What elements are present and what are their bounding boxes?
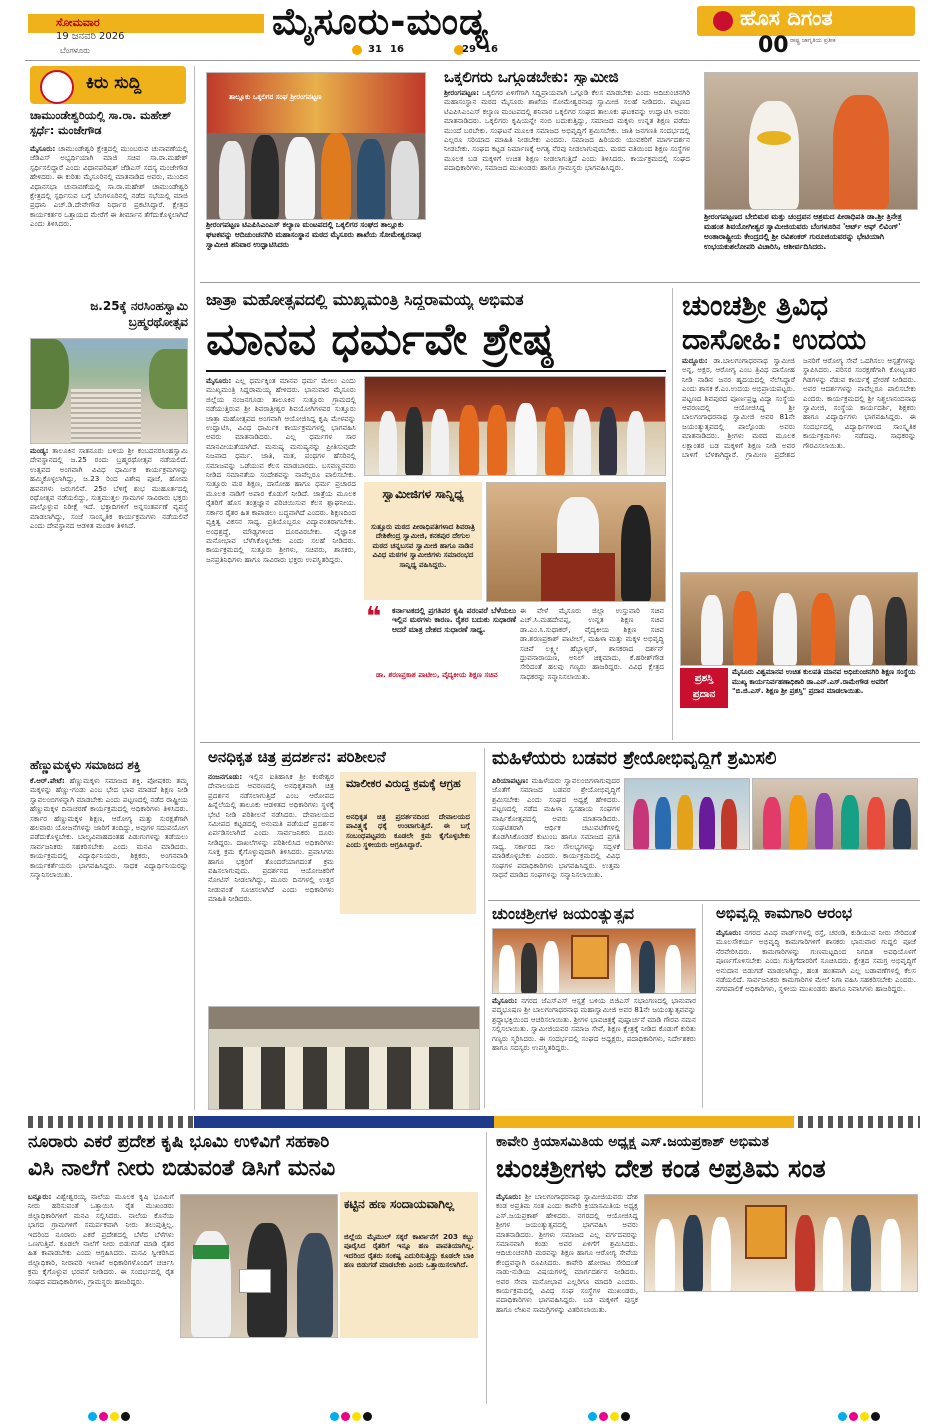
dignitary bbox=[573, 409, 591, 475]
masthead-day: ಸೋಮವಾರ bbox=[56, 16, 100, 29]
jayaprakash-kicker: ಕಾವೇರಿ ಕ್ರಿಯಾಸಮಿತಿಯ ಅಧ್ಯಕ್ಷ ಎಸ್.ಜಯಪ್ರಕಾಶ್ ಅಭಿಮತ bbox=[496, 1134, 769, 1150]
person bbox=[823, 1217, 843, 1291]
person bbox=[655, 797, 671, 849]
kalyana-caption: ಶ್ರೀರಂಗಪಟ್ಟಣ ಟಿಎಪಿಸಿಎಂಎಸ್ ಕಲ್ಯಾಣ ಮಂಟಪದಲ್ಲಿ ಒಕ್ಕಲಿಗರ ಸಂಘದ ತಾಲ್ಲೂಕು ಘಟಕವನ್ನು ಆದಿಚುಂಚನಗಿರಿ ಮಹಾಸಂಸ್ಥಾನ ಮಠದ ಮೈಸೂರು ಶಾಖೆಯ ಸೋಮೇಶ್ವರನಾಥ ಸ್ವಾಮೀಜಿ ಶನಿವಾರ ಉದ್ಘಾಟಿಸಿದರು bbox=[206, 220, 422, 249]
women-group-photo bbox=[752, 778, 918, 850]
hand-icon bbox=[40, 70, 74, 104]
dignitary bbox=[515, 403, 537, 475]
jayanti-text: ನಗರದ ಜೆಎಸ್‌ಎಸ್ ಆಸ್ಪತ್ರೆ ಬಳಿಯ ಬಿಜಿಎಸ್ ಸಭಾಂಗಣದಲ್ಲಿ ಭಾನುವಾರ ಪದ್ಮಭೂಷಣ ಶ್ರೀ ಬಾಲಗಂಗಾಧರನಾಥ ಮಹಾಸ್ವಾಮೀಜಿ ಅವರ 81ನೇ ಜಯಂತ್ಯುತ್ಸವವನ್ನು ಶ್ರದ್ಧಾಭಕ್ತಿಯಿಂದ ಆಚರಿಸಲಾಯಿತು. ಶ್ರೀಗಳ ಭಾವಚಿತ್ರಕ್ಕೆ ಪುಷ್ಪಾರ್ಚನೆ ಮಾಡಿ ಗೌರವ ನಮನ ಸಲ್ಲಿಸಲಾಯಿತು. ಸ್ವಾಮೀಜಿಯವರ ಸಮಾಜ ಸೇವೆ, ಶಿಕ್ಷಣ ಕ್ಷೇತ್ರಕ್ಕೆ ನೀಡಿದ ಕೊಡುಗೆ ಕುರಿತು ಗಣ್ಯರು ಸ್ಮರಿಸಿದರು. ಈ ಸಂದರ್ಭದಲ್ಲಿ ಸಂಘದ ಅಧ್ಯಕ್ಷರು, ಪದಾಧಿಕಾರಿಗಳು, ನಿರ್ದೇಶಕರು ಹಾಗೂ ಸದಸ್ಯರು ಉಪಸ್ಥಿತರಿದ್ದರು. bbox=[492, 996, 696, 1053]
art-of-living-photo bbox=[704, 72, 918, 210]
person bbox=[677, 795, 693, 849]
farmland-photo bbox=[180, 1194, 338, 1338]
kalyana-banner: ತಾಲ್ಲೂಕು ಒಕ್ಕಲಿಗರ ಸಂಘ ಶ್ರೀರಂಗಪಟ್ಟಣ bbox=[229, 93, 322, 101]
column-divider bbox=[484, 748, 485, 1108]
person bbox=[521, 943, 537, 993]
building-photo bbox=[208, 1006, 480, 1110]
okkaliga-body bbox=[444, 88, 690, 274]
exhibition-dateline: ನಂಜನಗೂಡು: bbox=[208, 772, 243, 781]
brief-1-title: ಚಾಮುಂಡೇಶ್ವರಿಯಲ್ಲಿ ಸಾ.ರಾ. ಮಹೇಶ್ ಸ್ಪರ್ಧೆ: ಮಂಜೇಗೌಡ bbox=[30, 109, 172, 137]
person bbox=[219, 141, 245, 219]
jayaprakash-body-continued bbox=[644, 1294, 916, 1402]
portrait-frame bbox=[745, 1205, 787, 1259]
person bbox=[789, 795, 807, 849]
brief-3-text: ಹೆಣ್ಣುಮಕ್ಕಳು ಸಮಾಜದ ಶಕ್ತಿ. ಪೋಷಕರು ತಮ್ಮ ಮಕ್ಕಳನ್ನು ಹೆಣ್ಣು-ಗಂಡು ಎಂಬ ಭೇದ ಭಾವ ಮಾಡದೆ ಶಿಕ್ಷಣ ನೀಡಿ ಸ್ವಾವಲಂಬಿಗಳನ್ನಾಗಿ ಮಾಡಬೇಕು ಎಂದು ಪಟ್ಟಣದಲ್ಲಿ ನಡೆದ ರಾಷ್ಟ್ರೀಯ ಹೆಣ್ಣುಮಕ್ಕಳ ದಿನಾಚರಣೆ ಕಾರ್ಯಕ್ರಮದಲ್ಲಿ ಅಧಿಕಾರಿಗಳು ತಿಳಿಸಿದರು. ಸರ್ಕಾರ ಹೆಣ್ಣುಮಕ್ಕಳ ಶಿಕ್ಷಣ, ಆರೋಗ್ಯ ಮತ್ತು ಸುರಕ್ಷತೆಗಾಗಿ ಹಲವಾರು ಯೋಜನೆಗಳನ್ನು ಜಾರಿಗೆ ತಂದಿದ್ದು, ಅವುಗಳ ಸದುಪಯೋಗ ಪಡೆದುಕೊಳ್ಳಬೇಕು. ಬಾಲ್ಯವಿವಾಹದಂತಹ ಪಿಡುಗುಗಳನ್ನು ತಡೆಯಲು ಸಾರ್ವಜನಿಕರು ಸಹಕರಿಸಬೇಕು ಎಂದು ಮನವಿ ಮಾಡಿದರು. ಕಾರ್ಯಕ್ರಮದಲ್ಲಿ ವಿದ್ಯಾರ್ಥಿನಿಯರು, ಶಿಕ್ಷಕರು, ಅಂಗನವಾಡಿ ಕಾರ್ಯಕರ್ತೆಯರು ಭಾಗವಹಿಸಿದ್ದರು. ಸಾಧಕ ವಿದ್ಯಾರ್ಥಿನಿಯರನ್ನು ಸನ್ಮಾನಿಸಲಾಯಿತು. bbox=[30, 776, 188, 880]
swamiji-figure bbox=[833, 95, 889, 209]
section-rule bbox=[200, 282, 920, 283]
women-photo bbox=[624, 778, 750, 850]
quote-mark-icon: ❝ bbox=[366, 602, 382, 632]
weather-1-hi: 31 bbox=[368, 44, 382, 55]
brand-tagline: ರಾಷ್ಟ್ರ ಜಾಗೃತಿಯ ಪ್ರತೀಕ bbox=[790, 37, 836, 44]
band-accent bbox=[194, 1116, 494, 1128]
jayaprakash-headline: ಚುಂಚಶ್ರೀಗಳು ದೇಶ ಕಂಡ ಅಪ್ರತಿಮ ಸಂತ bbox=[496, 1154, 826, 1183]
brief-1-dateline: ಮೈಸೂರು: bbox=[30, 144, 56, 153]
section-rule bbox=[200, 742, 920, 743]
women-text: ಮಹಿಳೆಯರು ಸ್ವಾವಲಂಬಿಗಳಾಗುವುದರ ಜೊತೆಗೆ ಸಮಾಜದ ಬಡವರ ಶ್ರೇಯೋಭಿವೃದ್ಧಿಗೆ ಶ್ರಮಿಸಬೇಕು ಎಂದು ಸಂಘದ ಅಧ್ಯಕ್ಷೆ ಹೇಳಿದರು. ಪಟ್ಟಣದಲ್ಲಿ ನಡೆದ ಮಹಿಳಾ ಸ್ವಸಹಾಯ ಸಂಘಗಳ ವಾರ್ಷಿಕೋತ್ಸವದಲ್ಲಿ ಅವರು ಮಾತನಾಡಿದರು. ಸಂಘಟಿತರಾಗಿ ಆರ್ಥಿಕ ಚಟುವಟಿಕೆಗಳಲ್ಲಿ ತೊಡಗಿಸಿಕೊಂಡರೆ ಕುಟುಂಬ ಹಾಗೂ ಸಮಾಜದ ಪ್ರಗತಿ ಸಾಧ್ಯ. ಸರ್ಕಾರದ ಸಾಲ ಸೌಲಭ್ಯಗಳನ್ನು ಸದ್ಬಳಕೆ ಮಾಡಿಕೊಳ್ಳಬೇಕು ಎಂದರು. ಕಾರ್ಯಕ್ರಮದಲ್ಲಿ ವಿವಿಧ ಸಂಘಗಳ ಪದಾಧಿಕಾರಿಗಳು ಭಾಗವಹಿಸಿದ್ದರು. ಉತ್ತಮ ಸಾಧನೆ ಮಾಡಿದ ಸಂಘಗಳನ್ನು ಸನ್ಮಾನಿಸಲಾಯಿತು. bbox=[492, 776, 620, 880]
works-text: ನಗರದ ವಿವಿಧ ವಾರ್ಡ್‌ಗಳಲ್ಲಿ ರಸ್ತೆ, ಚರಂಡಿ, ಕುಡಿಯುವ ನೀರು ಸೇರಿದಂತೆ ಮೂಲಸೌಕರ್ಯ ಅಭಿವೃದ್ಧಿ ಕಾಮಗಾರಿಗಳಿಗೆ ಶಾಸಕರು ಭಾನುವಾರ ಗುದ್ದಲಿ ಪೂಜೆ ನೆರವೇರಿಸಿದರು. ಕಾಮಗಾರಿಗಳನ್ನು ಗುಣಮಟ್ಟದಿಂದ ನಿಗದಿತ ಅವಧಿಯೊಳಗೆ ಪೂರ್ಣಗೊಳಿಸಬೇಕು ಎಂದು ಗುತ್ತಿಗೆದಾರರಿಗೆ ಸೂಚಿಸಿದರು. ಕ್ಷೇತ್ರದ ಸಮಗ್ರ ಅಭಿವೃದ್ಧಿಗೆ ಅನುದಾನ ಬಿಡುಗಡೆ ಮಾಡಲಾಗಿದ್ದು, ಹಂತ ಹಂತವಾಗಿ ಎಲ್ಲ ಬಡಾವಣೆಗಳಲ್ಲಿ ಕೆಲಸ ನಡೆಯಲಿದೆ. ಸಾರ್ವಜನಿಕರು ಕಾಮಗಾರಿಗಳ ಮೇಲೆ ನಿಗಾ ವಹಿಸಿ ಸಹಕರಿಸಬೇಕು ಎಂದರು. ನಗರಪಾಲಿಕೆ ಅಧಿಕಾರಿಗಳು, ಸ್ಥಳೀಯ ಮುಖಂಡರು ಹಾಗೂ ನಿವಾಸಿಗಳು ಹಾಜರಿದ್ದರು. bbox=[716, 928, 916, 994]
person bbox=[639, 941, 655, 993]
brief-2-title: ಜ.25ಕ್ಕೆ ನರಸಿಂಹಸ್ವಾಮಿ ಬ್ರಹ್ಮರಥೋತ್ಸವ bbox=[90, 299, 188, 329]
award-label: ಪ್ರಶಸ್ತಿ ಪ್ರದಾನ bbox=[692, 673, 716, 700]
weather-2-lo: 16 bbox=[484, 44, 498, 55]
jayaprakash-body bbox=[496, 1192, 638, 1402]
person bbox=[699, 797, 715, 849]
column-divider bbox=[486, 1132, 487, 1404]
chunchashri-text: ಡಾ.ಬಾಲಗಂಗಾಧರನಾಥ ಸ್ವಾಮೀಜಿ ಅನ್ನ, ಅಕ್ಷರ, ಆರೋಗ್ಯ ಎಂಬ ತ್ರಿವಿಧ ದಾಸೋಹ ನೀಡಿ ನಾಡಿನ ಜನರ ಹೃದಯದಲ್ಲಿ ನೆಲೆಸಿದ್ದಾರೆ ಎಂದು ಶಾಸಕ ಕೆ.ಎಂ.ಉದಯ ಅಭಿಪ್ರಾಯಪಟ್ಟರು. ಪಟ್ಟಣದ ಶಿವಪುರದ ಪೂರ್ಣಪ್ರಜ್ಞ ವಿದ್ಯಾ ಸಂಸ್ಥೆಯ ಆವರಣದಲ್ಲಿ ಆಯೋಜಿಸಿದ್ದ ಶ್ರೀ ಬಾಲಗಂಗಾಧರನಾಥ ಸ್ವಾಮೀಜಿ ಅವರ 81ನೇ ಜಯಂತ್ಯುತ್ಸವದಲ್ಲಿ ಪಾಲ್ಗೊಂಡು ಅವರು ಮಾತನಾಡಿದರು. ಶ್ರೀಗಳು ಮಠದ ಮೂಲಕ ಲಕ್ಷಾಂತರ ಬಡ ಮಕ್ಕಳಿಗೆ ಶಿಕ್ಷಣ ನೀಡಿ ಅವರ ಬಾಳಿಗೆ ಬೆಳಕಾಗಿದ್ದಾರೆ. ಗ್ರಾಮೀಣ ಪ್ರದೇಶದ ಜನರಿಗೆ ಆರೋಗ್ಯ ಸೇವೆ ಒದಗಿಸಲು ಆಸ್ಪತ್ರೆಗಳನ್ನು ಸ್ಥಾಪಿಸಿದರು. ಪರಿಸರ ಸಂರಕ್ಷಣೆಗಾಗಿ ಕೋಟ್ಯಂತರ ಗಿಡಗಳನ್ನು ನೆಡುವ ಕಾರ್ಯಕ್ಕೆ ಪ್ರೇರಣೆ ನೀಡಿದರು. ಅವರ ಆದರ್ಶಗಳನ್ನು ನಾವೆಲ್ಲರೂ ಪಾಲಿಸಬೇಕು ಎಂದರು. ಕಾರ್ಯಕ್ರಮದಲ್ಲಿ ಶ್ರೀ ನಿಶ್ಚಲಾನಂದನಾಥ ಸ್ವಾಮೀಜಿ, ಸಂಸ್ಥೆಯ ಕಾರ್ಯದರ್ಶಿ, ಶಿಕ್ಷಕರು ಹಾಗೂ ವಿದ್ಯಾರ್ಥಿಗಳು ಭಾಗವಹಿಸಿದ್ದರು. ಈ ಸಂದರ್ಭದಲ್ಲಿ ವಿದ್ಯಾರ್ಥಿಗಳಿಂದ ಸಾಂಸ್ಕೃತಿಕ ಕಾರ್ಯಕ್ರಮಗಳು ನಡೆದವು. ಸಾಧಕರನ್ನು ಗೌರವಿಸಲಾಯಿತು. bbox=[682, 356, 916, 460]
person bbox=[633, 799, 649, 849]
pending-payment-body: ಜಿಲ್ಲೆಯ ಮೈಮುಲ್ ಸಕ್ಕರೆ ಕಾರ್ಖಾನೆಗೆ 203 ಕಬ್ಬು ಪೂರೈಸಿದ ರೈತರಿಗೆ ಇನ್ನೂ ಹಣ ಪಾವತಿಯಾಗಿಲ್ಲ. ಇದರಿಂದ ರೈತರು ಸಂಕಷ್ಟ ಎದುರಿಸುತ್ತಿದ್ದು ಕೂಡಲೇ ಬಾಕಿ ಹಣ ಬಿಡುಗಡೆ ಮಾಡಬೇಕು ಎಂದು ಒತ್ತಾಯಿಸಲಾಗಿದೆ. bbox=[344, 1232, 474, 1270]
dignitary bbox=[599, 407, 617, 475]
column-divider bbox=[672, 288, 673, 740]
owner-action-title: ಮಾಲೀಕರ ವಿರುದ್ಧ ಕ್ರಮಕ್ಕೆ ಆಗ್ರಹ bbox=[346, 777, 461, 790]
person bbox=[721, 799, 737, 849]
brief-1-body bbox=[30, 144, 188, 290]
briefs-badge-label: ಕಿರು ಸುದ್ದಿ bbox=[86, 73, 142, 93]
person bbox=[701, 595, 723, 665]
lead-quote-author: ಡಾ. ಶರಣಪ್ರಕಾಶ ಪಾಟೀಲ, ವೈದ್ಯಕೀಯ ಶಿಕ್ಷಣ ಸಚಿವ bbox=[376, 670, 498, 679]
tree bbox=[149, 349, 187, 409]
dignitary bbox=[459, 405, 479, 475]
lead-stage-photo bbox=[364, 376, 666, 476]
jayanti-photo bbox=[492, 928, 696, 994]
page-number: 00 bbox=[758, 33, 789, 58]
registration-marks-center-1 bbox=[330, 1406, 380, 1416]
tree bbox=[31, 339, 69, 409]
brand-name: ಹೊಸ ದಿಗಂತ bbox=[740, 6, 833, 30]
farmland-dateline: ಬನ್ನೂರು: bbox=[28, 1192, 52, 1201]
edition-title: ಮೈಸೂರು-ಮಂಡ್ಯ bbox=[272, 0, 489, 43]
dignitary bbox=[487, 405, 507, 475]
person bbox=[867, 797, 885, 849]
registration-marks-left bbox=[88, 1406, 138, 1416]
farmland-headline-2: ವಿಸಿ ನಾಲೆಗೆ ನೀರು ಬಿಡುವಂತೆ ಡಿಸಿಗೆ ಮನವಿ bbox=[28, 1156, 336, 1181]
attendant bbox=[621, 505, 651, 601]
temple-steps-photo bbox=[30, 338, 188, 444]
dignitary bbox=[545, 407, 565, 475]
kalyana-photo bbox=[206, 72, 426, 220]
registration-marks-center-2 bbox=[588, 1406, 638, 1416]
farmland-body bbox=[28, 1192, 174, 1402]
weather-2-hi: 29 bbox=[462, 44, 476, 55]
works-body bbox=[716, 928, 916, 1108]
person bbox=[615, 943, 631, 993]
person bbox=[881, 1219, 901, 1291]
chunchashri-body bbox=[682, 356, 916, 568]
swamiji-box-body: ಸುತ್ತೂರು ಮಠದ ಪೀಠಾಧಿಪತಿಗಳಾದ ಶಿವರಾತ್ರಿ ದೇಶಿಕೇಂದ್ರ ಸ್ವಾಮೀಜಿ, ಕನಕಪುರ ದೇಗುಲ ಮಠದ ಚನ್ನಬಸವ ಸ್ವಾಮೀಜಿ ಹಾಗೂ ನಾಡಿನ ವಿವಿಧ ಮಠಗಳ ಸ್ವಾಮೀಜಿಗಳು ಸಮಾರಂಭದ ಸಾನ್ನಿಧ್ಯ ವಹಿಸಿದ್ದರು. bbox=[370, 522, 476, 569]
jayaprakash-text: ಶ್ರೀ ಬಾಲಗಂಗಾಧರನಾಥ ಸ್ವಾಮೀಜಿಯವರು ದೇಶ ಕಂಡ ಅಪ್ರತಿಮ ಸಂತ ಎಂದು ಕಾವೇರಿ ಕ್ರಿಯಾಸಮಿತಿಯ ಅಧ್ಯಕ್ಷ ಎಸ್.ಜಯಪ್ರಕಾಶ್ ಹೇಳಿದರು. ನಗರದಲ್ಲಿ ಆಯೋಜಿಸಿದ್ದ ಶ್ರೀಗಳ ಜಯಂತ್ಯುತ್ಸವದಲ್ಲಿ ಭಾಗವಹಿಸಿ ಅವರು ಮಾತನಾಡಿದರು. ಶ್ರೀಗಳು ಸಮಾಜದ ಎಲ್ಲ ವರ್ಗದವರನ್ನು ಸಮಾನವಾಗಿ ಕಂಡು ಅವರ ಏಳಿಗೆಗೆ ಶ್ರಮಿಸಿದರು. ಆದಿಚುಂಚನಗಿರಿ ಮಠವನ್ನು ಶಿಕ್ಷಣ ಹಾಗೂ ಆರೋಗ್ಯ ಸೇವೆಯ ಕೇಂದ್ರವನ್ನಾಗಿ ರೂಪಿಸಿದರು. ಕಾವೇರಿ ಹೋರಾಟ ಸೇರಿದಂತೆ ನಾಡು-ನುಡಿಯ ವಿಷಯಗಳಲ್ಲಿ ಮಾರ್ಗದರ್ಶನ ನೀಡಿದರು. ಅವರ ಸೇವಾ ಮನೋಭಾವ ಎಲ್ಲರಿಗೂ ಮಾದರಿ ಎಂದರು. ಕಾರ್ಯಕ್ರಮದಲ್ಲಿ ವಿವಿಧ ಸಂಘ ಸಂಸ್ಥೆಗಳ ಮುಖಂಡರು, ಪದಾಧಿಕಾರಿಗಳು ಭಾಗವಹಿಸಿದ್ದರು. ಬಡ ಮಕ್ಕಳಿಗೆ ಪುಸ್ತಕ ಹಾಗೂ ಲೇಖನ ಸಾಮಗ್ರಿಗಳನ್ನು ವಿತರಿಸಲಾಯಿತು. bbox=[496, 1192, 638, 1314]
dignitary bbox=[627, 411, 645, 475]
brief-2-dateline: ಮಂಡ್ಯ: bbox=[30, 446, 49, 455]
person bbox=[849, 595, 873, 665]
guru-figure bbox=[749, 101, 799, 209]
registration-marks-right bbox=[838, 1406, 888, 1416]
person bbox=[733, 591, 757, 665]
cm-speech-photo bbox=[486, 482, 666, 602]
works-headline: ಅಭಿವೃದ್ಧಿ ಕಾಮಗಾರಿ ಆರಂಭ bbox=[716, 904, 853, 922]
person bbox=[763, 797, 781, 849]
award-caption: ಮೈಸೂರು ವಿಶ್ವಮಾನವ ಉಚಿತ ಕುಲಪತಿ ಮಾನವ ಅಧಿಚುಂಚನಗಿರಿ ಶಿಕ್ಷಣ ಸಂಸ್ಥೆಯ ಮುಖ್ಯ ಕಾರ್ಯನಿರ್ವಹಣಾಧಿಕಾರಿ ಡಾ.ಎನ್.ಎಸ್.ರಾಮೇಗೌಡ ಅವರಿಗೆ "ಬಿ.ಜಿ.ಎಸ್. ಶಿಕ್ಷಣ ಶ್ರೀ ಪ್ರಶಸ್ತಿ" ಪ್ರದಾನ ಮಾಡಲಾಯಿತು. bbox=[732, 668, 916, 695]
person bbox=[841, 795, 859, 849]
masthead-city: ಬೆಂಗಳೂರು bbox=[60, 46, 90, 55]
person bbox=[815, 793, 833, 849]
pending-payment-title: ಕಟ್ಟಿನ ಹಣ ಸಂದಾಯವಾಗಿಲ್ಲ bbox=[344, 1197, 455, 1211]
lead-quote: ಕರ್ನಾಟಕದಲ್ಲಿ ಪ್ರಗತಿಪರ ಕೃಷಿ ಪರಂಪರೆ ಬೆಳೆಯಲು ಇಲ್ಲಿನ ಮಠಗಳು ಕಾರಣ. ರೈತರ ಬದುಕು ಸುಧಾರಣೆ ಆದರೆ ಮಾತ್ರ ದೇಶದ ಸುಧಾರಣೆ ಸಾಧ್ಯ. bbox=[392, 606, 516, 634]
person bbox=[711, 1217, 731, 1291]
exhibition-headline: ಅನಧಿಕೃತ ಚಿತ್ರ ಪ್ರದರ್ಶನ: ಪರಿಶೀಲನೆ bbox=[208, 748, 386, 766]
portrait-frame bbox=[571, 935, 609, 979]
chunchashri-dateline: ಮದ್ದೂರು: bbox=[682, 356, 708, 365]
person bbox=[391, 141, 419, 219]
person bbox=[251, 135, 279, 219]
art-of-living-caption: ಶ್ರೀರಂಗಪಟ್ಟಣದ ಬೇಬಿಮಠ ಮತ್ತು ಚಂದ್ರವನ ಆಶ್ರಮದ ಪೀಠಾಧಿಪತಿ ಡಾ.ಶ್ರೀ ತ್ರಿನೇತ್ರ ಮಹಂತ ಶಿವಯೋಗೀಶ್ವರ ಸ್ವಾಮೀಜಿಯವರು ಬೆಂಗಳೂರಿನ 'ಆರ್ಟ್ ಆಫ್ ಲಿವಿಂಗ್' ಅಂತಾರಾಷ್ಟ್ರೀಯ ಕೇಂದ್ರದಲ್ಲಿ ಶ್ರೀ ರವಿಶಂಕರ್ ಗುರೂಜಿಯವರನ್ನು ಭೇಟಿಯಾಗಿ ಉಭಯಕುಶಲೋಪರಿ ವಿಚಾರಿಸಿ, ಆಶೀರ್ವದಿಸಿದರು. bbox=[704, 212, 902, 251]
weather-1 bbox=[352, 44, 412, 58]
flower-garland bbox=[757, 131, 791, 145]
memorandum-paper bbox=[239, 1269, 271, 1293]
lead-text: ಎಲ್ಲ ಧರ್ಮಕ್ಕಿಂತ ಮಾನವ ಧರ್ಮ ಮೇಲು ಎಂದು ಮುಖ್ಯಮಂತ್ರಿ ಸಿದ್ದರಾಮಯ್ಯ ಹೇಳಿದರು. ಭಾನುವಾರ ಮೈಸೂರು ಜಿಲ್ಲೆಯ ನಂಜನಗೂಡು ತಾಲೂಕಿನ ಸುತ್ತೂರು ಗ್ರಾಮದಲ್ಲಿ ನಡೆಯುತ್ತಿರುವ ಶ್ರೀ ಶಿವರಾತ್ರೀಶ್ವರ ಶಿವಯೋಗಿಗಳವರ ಸುತ್ತೂರು ಜಾತ್ರಾ ಮಹೋತ್ಸವದ ಅಂಗವಾಗಿ ಆಯೋಜಿಸಿದ್ದ ಕೃಷಿ ಮೇಳವನ್ನು ಉದ್ಘಾಟಿಸಿ, ವಿವಿಧ ಧಾರ್ಮಿಕ ಕಾರ್ಯಕ್ರಮಗಳಲ್ಲಿ ಭಾಗವಹಿಸಿ ಅವರು ಮಾತನಾಡಿದರು. ಎಲ್ಲ ಧರ್ಮಗಳ ಸಾರ ಮಾನವೀಯತೆಯಾಗಿದೆ. ಮನುಷ್ಯ ಮನುಷ್ಯನನ್ನು ಪ್ರೀತಿಸುವುದೇ ನಿಜವಾದ ಧರ್ಮ. ಜಾತಿ, ಮತ, ಪಂಥಗಳ ಹೆಸರಿನಲ್ಲಿ ಸಮಾಜವನ್ನು ಒಡೆಯುವ ಕೆಲಸ ಮಾಡಬಾರದು. ಬಸವಣ್ಣನವರು ನೀಡಿದ ಸಮಾನತೆಯ ಸಂದೇಶವನ್ನು ನಾವೆಲ್ಲರೂ ಪಾಲಿಸಬೇಕು. ಸುತ್ತೂರು ಮಠ ಶಿಕ್ಷಣ, ದಾಸೋಹ ಹಾಗೂ ಧರ್ಮ ಪ್ರಚಾರದ ಮೂಲಕ ನಾಡಿಗೆ ಅಪಾರ ಕೊಡುಗೆ ನೀಡಿದೆ. ಜಾತ್ರೆಯ ಮೂಲಕ ರೈತರಿಗೆ ಹೊಸ ತಂತ್ರಜ್ಞಾನ ಪರಿಚಯಿಸುವ ಕೆಲಸ ಶ್ಲಾಘನೀಯ. ಸರ್ಕಾರ ರೈತರ ಹಿತ ಕಾಪಾಡಲು ಬದ್ಧವಾಗಿದೆ ಎಂದರು. ಶಿಕ್ಷಣದಿಂದ ವ್ಯಕ್ತಿತ್ವ ವಿಕಸನ ಸಾಧ್ಯ. ಪ್ರತಿಯೊಬ್ಬರೂ ವಿದ್ಯಾವಂತರಾಗಬೇಕು. ಅಂಧಶ್ರದ್ಧೆ, ಮೌಢ್ಯಗಳಿಂದ ದೂರವಿರಬೇಕು. ವೈಜ್ಞಾನಿಕ ಮನೋಭಾವ ಬೆಳೆಸಿಕೊಳ್ಳಬೇಕು ಎಂದು ಸಲಹೆ ನೀಡಿದರು. ಕಾರ್ಯಕ್ರಮದಲ್ಲಿ ಸುತ್ತೂರು ಶ್ರೀಗಳು, ಸಚಿವರು, ಶಾಸಕರು, ಜನಪ್ರತಿನಿಧಿಗಳು ಹಾಗೂ ಸಾವಿರಾರು ಭಕ್ತರು ಉಪಸ್ಥಿತರಿದ್ದರು. bbox=[206, 376, 356, 564]
person bbox=[655, 1219, 675, 1291]
person bbox=[683, 1215, 703, 1291]
dignitary bbox=[405, 407, 423, 475]
column-divider bbox=[194, 66, 195, 1110]
temple-steps bbox=[71, 389, 141, 443]
person bbox=[893, 799, 911, 849]
dignitary bbox=[431, 409, 449, 475]
person bbox=[811, 593, 835, 665]
lead-body-continued: ಈ ವೇಳೆ ಮೈಸೂರು ಜಿಲ್ಲಾ ಉಸ್ತುವಾರಿ ಸಚಿವ ಎಚ್.ಸಿ.ಮಹದೇವಪ್ಪ, ಉನ್ನತ ಶಿಕ್ಷಣ ಸಚಿವ ಡಾ.ಎಂ.ಸಿ.ಸುಧಾಕರ್, ವೈದ್ಯಕೀಯ ಶಿಕ್ಷಣ ಸಚಿವ ಡಾ.ಶರಣಪ್ರಕಾಶ್ ಪಾಟೀಲ್, ಮಹಿಳಾ ಮತ್ತು ಮಕ್ಕಳ ಅಭಿವೃದ್ಧಿ ಸಚಿವೆ ಲಕ್ಷ್ಮೀ ಹೆಬ್ಬಾಳ್ಕರ್, ಶಾಸಕರಾದ ದರ್ಶನ್ ಧ್ರುವನಾರಾಯಣ, ಅನಿಲ್ ಚಿಕ್ಕಮಾದು, ಕೆ.ಹರೀಶ್‌ಗೌಡ ಸೇರಿದಂತೆ ಹಲವು ಗಣ್ಯರು ಹಾಜರಿದ್ದರು. ವಿವಿಧ ಕ್ಷೇತ್ರದ ಸಾಧಕರನ್ನು ಸನ್ಮಾನಿಸಲಾಯಿತು. bbox=[520, 606, 664, 681]
weather-2 bbox=[454, 44, 514, 58]
farmland-text: ವಿಶ್ವೇಶ್ವರಯ್ಯ ನಾಲೆಯ ಮೂಲಕ ಕೃಷಿ ಭೂಮಿಗೆ ನೀರು ಹರಿಸುವಂತೆ ಒತ್ತಾಯಿಸಿ ರೈತ ಮುಖಂಡರು ಜಿಲ್ಲಾಧಿಕಾರಿಗಳಿಗೆ ಮನವಿ ಸಲ್ಲಿಸಿದರು. ನಾಲೆಯ ಕೊನೆಯ ಭಾಗದ ಗ್ರಾಮಗಳಿಗೆ ಸಮರ್ಪಕವಾಗಿ ನೀರು ತಲುಪುತ್ತಿಲ್ಲ. ಇದರಿಂದ ನೂರಾರು ಎಕರೆ ಪ್ರದೇಶದಲ್ಲಿ ಬೆಳೆದ ಬೆಳೆಗಳು ಒಣಗುತ್ತಿವೆ. ಕೂಡಲೇ ನಾಲೆಗೆ ನೀರು ಬಿಡುಗಡೆ ಮಾಡಿ ರೈತರ ಹಿತ ಕಾಪಾಡಬೇಕು ಎಂದು ಆಗ್ರಹಿಸಿದರು. ಮನವಿ ಸ್ವೀಕರಿಸಿದ ಜಿಲ್ಲಾಧಿಕಾರಿ, ನೀರಾವರಿ ಇಲಾಖೆ ಅಧಿಕಾರಿಗಳೊಂದಿಗೆ ಚರ್ಚಿಸಿ ಕ್ರಮ ಕೈಗೊಳ್ಳುವ ಭರವಸೆ ನೀಡಿದರು. ಈ ಸಂದರ್ಭದಲ್ಲಿ ರೈತ ಸಂಘದ ಪದಾಧಿಕಾರಿಗಳು, ಗ್ರಾಮಸ್ಥರು ಹಾಜರಿದ್ದರು. bbox=[28, 1192, 174, 1286]
weather-1-lo: 16 bbox=[390, 44, 404, 55]
masthead-rule bbox=[25, 60, 920, 61]
sun-icon bbox=[352, 45, 362, 55]
brand-logo-icon bbox=[713, 11, 733, 31]
person bbox=[297, 1233, 333, 1337]
farmland-body-continued bbox=[180, 1340, 478, 1402]
band-accent-2 bbox=[494, 1116, 794, 1128]
column-divider bbox=[702, 904, 703, 1108]
person bbox=[795, 1215, 815, 1291]
person bbox=[665, 945, 681, 993]
jayaprakash-dateline: ಮೈಸೂರು: bbox=[496, 1192, 522, 1201]
person bbox=[851, 1215, 871, 1291]
farmland-headline-1: ನೂರಾರು ಎಕರೆ ಪ್ರದೇಶ ಕೃಷಿ ಭೂಮಿ ಉಳಿವಿಗೆ ಸಹಕಾರಿ bbox=[28, 1132, 330, 1152]
person bbox=[885, 597, 907, 665]
green-shawl bbox=[193, 1245, 229, 1259]
women-body-continued bbox=[624, 852, 916, 894]
brief-3-title: ಹೆಣ್ಣುಮಕ್ಕಳು ಸಮಾಜದ ಶಕ್ತಿ bbox=[30, 758, 141, 772]
jayanti-headline: ಚುಂಚಶ್ರೀಗಳ ಜಯಂತ್ಯುತ್ಸವ bbox=[492, 904, 635, 923]
jayanti-body bbox=[492, 996, 696, 1108]
building-roof bbox=[209, 1007, 479, 1029]
okkaliga-text: ಒಕ್ಕಲಿಗರ ಏಳಿಗೆಗಾಗಿ ಸಿದ್ದಿಪ್ರಾಯವಾಗಿ ಒಗ್ಗೂಡಿ ಕೆಲಸ ಮಾಡಬೇಕು ಎಂದು ಆದಿಚುಂಚನಗಿರಿ ಮಹಾಸಂಸ್ಥಾನ ಮಠದ ಮೈಸೂರು ಶಾಖೆಯ ಸೋಮೇಶ್ವರನಾಥ ಸ್ವಾಮೀಜಿ ಸಲಹೆ ನೀಡಿದರು. ಪಟ್ಟಣದ ಟಿಎಪಿಸಿಎಂಎಸ್ ಕಲ್ಯಾಣ ಮಂಟಪದಲ್ಲಿ ಶನಿವಾರ ಒಕ್ಕಲಿಗರ ಸಂಘದ ತಾಲೂಕು ಘಟಕವನ್ನು ಉದ್ಘಾಟಿಸಿ ಅವರು ಮಾತನಾಡಿದರು. ಒಕ್ಕಲಿಗರು ಕೃಷಿಯನ್ನೇ ನಂಬಿ ಬದುಕುತ್ತಿದ್ದು, ಸಮಾಜದ ಮಕ್ಕಳು ಉನ್ನತ ಶಿಕ್ಷಣ ಪಡೆದು ಮುಂದೆ ಬರಬೇಕು. ಸಂಘಟನೆ ಮೂಲಕ ಸಮಾಜದ ಅಭಿವೃದ್ಧಿಗೆ ಶ್ರಮಿಸಬೇಕು. ಜಾತಿ ಜನಗಣತಿ ಸಂದರ್ಭದಲ್ಲಿ ಎಲ್ಲರೂ ಸರಿಯಾದ ಮಾಹಿತಿ ನೀಡಬೇಕು ಎಂದರು. ಸಮಾಜದ ಹಿರಿಯರು ಯುವಕರಿಗೆ ಮಾರ್ಗದರ್ಶನ ನೀಡಬೇಕು. ಸಂಘದ ಕಟ್ಟಡ ನಿರ್ಮಾಣಕ್ಕೆ ಅಗತ್ಯ ನೆರವು ನೀಡಲಾಗುವುದು. ಮಠದ ವತಿಯಿಂದ ಶಿಕ್ಷಣ ಸಂಸ್ಥೆಗಳ ಮೂಲಕ ಬಡ ಮಕ್ಕಳಿಗೆ ಉಚಿತ ಶಿಕ್ಷಣ ನೀಡಲಾಗುತ್ತಿದೆ ಎಂದು ತಿಳಿಸಿದರು. ಕಾರ್ಯಕ್ರಮದಲ್ಲಿ ಸಂಘದ ಪದಾಧಿಕಾರಿಗಳು, ಸಮಾಜದ ಮುಖಂಡರು ಹಾಗೂ ಗ್ರಾಮಸ್ಥರು ಭಾಗವಹಿಸಿದ್ದರು. bbox=[444, 88, 690, 173]
okkaliga-dateline: ಶ್ರೀರಂಗಪಟ್ಟಣ: bbox=[444, 88, 479, 97]
okkaliga-headline: ಒಕ್ಕಲಿಗರು ಒಗ್ಗೂಡಬೇಕು: ಸ್ವಾಮೀಜಿ bbox=[444, 68, 619, 86]
dignitary bbox=[379, 411, 397, 475]
lead-rule bbox=[206, 370, 666, 372]
exhibition-body bbox=[208, 772, 334, 998]
women-dateline: ಪಿರಿಯಾಪಟ್ಟಣ: bbox=[492, 776, 529, 785]
podium bbox=[541, 553, 615, 601]
jayanti-dateline: ಮೈಸೂರು: bbox=[492, 996, 518, 1005]
brief-3-dateline: ಕೆ.ಆರ್.ಪೇಟೆ: bbox=[30, 776, 65, 785]
chunchashri-headline-2: ದಾಸೋಹಿ: ಉದಯ bbox=[682, 323, 867, 356]
jayaprakash-photo bbox=[644, 1194, 918, 1292]
award-photo bbox=[680, 572, 918, 666]
person bbox=[499, 945, 515, 993]
exhibition-text: ಇಲ್ಲಿನ ಐತಿಹಾಸಿಕ ಶ್ರೀ ಕಂಠೇಶ್ವರ ದೇವಾಲಯದ ಆವರಣದಲ್ಲಿ ಅನಧಿಕೃತವಾಗಿ ಚಿತ್ರ ಪ್ರದರ್ಶನ ನಡೆಸಲಾಗುತ್ತಿದೆ ಎಂಬ ಆರೋಪದ ಹಿನ್ನೆಲೆಯಲ್ಲಿ ತಾಲೂಕು ಆಡಳಿತದ ಅಧಿಕಾರಿಗಳು ಸ್ಥಳಕ್ಕೆ ಭೇಟಿ ನೀಡಿ ಪರಿಶೀಲನೆ ನಡೆಸಿದರು. ದೇವಾಲಯದ ಸಮೀಪದ ಕಟ್ಟಡದಲ್ಲಿ ಅನುಮತಿ ಪಡೆಯದೆ ಪ್ರದರ್ಶನ ಏರ್ಪಡಿಸಲಾಗಿದೆ ಎಂದು ಸಾರ್ವಜನಿಕರು ದೂರು ನೀಡಿದ್ದರು. ದಾಖಲೆಗಳನ್ನು ಪರಿಶೀಲಿಸಿದ ಅಧಿಕಾರಿಗಳು ಸೂಕ್ತ ಕ್ರಮ ಕೈಗೊಳ್ಳುವುದಾಗಿ ತಿಳಿಸಿದರು. ಪ್ರವಾಸಿಗರು ಹಾಗೂ ಭಕ್ತರಿಗೆ ತೊಂದರೆಯಾಗದಂತೆ ಕ್ರಮ ವಹಿಸಲಾಗುವುದು. ಪ್ರದರ್ಶನದ ಆಯೋಜಕರಿಗೆ ನೋಟಿಸ್ ನೀಡಲಾಗಿದ್ದು, ಮೂರು ದಿನಗಳಲ್ಲಿ ಉತ್ತರ ನೀಡುವಂತೆ ಸೂಚಿಸಲಾಗಿದೆ ಎಂದು ಅಧಿಕಾರಿಗಳು ಮಾಹಿತಿ ನೀಡಿದರು. bbox=[208, 772, 334, 904]
section-rule bbox=[488, 900, 920, 901]
women-body bbox=[492, 776, 620, 896]
brief-2-text: ತಾಲೂಕಿನ ಸಾತನೂರು ಬಳಿಯ ಶ್ರೀ ಕಂಬದನರಸಿಂಹಸ್ವಾಮಿ ದೇವಸ್ಥಾನದಲ್ಲಿ ಜ.25 ರಂದು ಬ್ರಹ್ಮರಥೋತ್ಸವ ನಡೆಯಲಿದೆ. ಉತ್ಸವದ ಅಂಗವಾಗಿ ವಿವಿಧ ಧಾರ್ಮಿಕ ಕಾರ್ಯಕ್ರಮಗಳನ್ನು ಹಮ್ಮಿಕೊಳ್ಳಲಾಗಿದ್ದು, ಜ.23 ರಿಂದ ವಿಶೇಷ ಪೂಜೆ, ಹೋಮ ಹವನಗಳು ಜರುಗಲಿವೆ. 25ರ ಬೆಳಿಗ್ಗೆ ಶುಭ ಮುಹೂರ್ತದಲ್ಲಿ ರಥೋತ್ಸವ ನಡೆಯಲಿದ್ದು, ಸುತ್ತಮುತ್ತಲ ಗ್ರಾಮಗಳ ಸಾವಿರಾರು ಭಕ್ತರು ಪಾಲ್ಗೊಳ್ಳುವ ನಿರೀಕ್ಷೆ ಇದೆ. ಭಕ್ತಾದಿಗಳಿಗೆ ಅನ್ನಸಂತರ್ಪಣೆ ವ್ಯವಸ್ಥೆ ಮಾಡಲಾಗಿದ್ದು, ಸಂಜೆ ಸಾಂಸ್ಕೃತಿಕ ಕಾರ್ಯಕ್ರಮಗಳು ನಡೆಯಲಿವೆ ಎಂದು ದೇವಸ್ಥಾನದ ಆಡಳಿತ ಮಂಡಳಿ ತಿಳಿಸಿದೆ. bbox=[30, 446, 188, 531]
women-headline: ಮಹಿಳೆಯರು ಬಡವರ ಶ್ರೇಯೋಭಿವೃದ್ಧಿಗೆ ಶ್ರಮಿಸಲಿ bbox=[492, 748, 777, 769]
works-dateline: ಮೈಸೂರು: bbox=[716, 928, 742, 937]
chunchashri-headline-1: ಚುಂಚಶ್ರೀ ತ್ರಿವಿಧ bbox=[682, 289, 829, 322]
building-arches bbox=[219, 1047, 469, 1109]
brief-3-body bbox=[30, 776, 188, 1108]
person bbox=[543, 941, 559, 993]
lead-body bbox=[206, 376, 356, 740]
masthead-date: 19 ಜನವರಿ 2026 bbox=[56, 31, 125, 42]
swamiji-box-title: ಸ್ವಾಮೀಜಿಗಳ ಸಾನ್ನಿಧ್ಯ bbox=[382, 487, 464, 501]
brief-1-text: ಚಾಮುಂಡೇಶ್ವರಿ ಕ್ಷೇತ್ರದಲ್ಲಿ ಮುಂಬರುವ ಚುನಾವಣೆಯಲ್ಲಿ ಜೆಡಿಎಸ್ ಅಭ್ಯರ್ಥಿಯಾಗಿ ಮಾಜಿ ಸಚಿವ ಸಾ.ರಾ.ಮಹೇಶ್ ಸ್ಪರ್ಧಿಸಲಿದ್ದಾರೆ ಎಂದು ವಿಧಾನಪರಿಷತ್ ಜೆಡಿಎಸ್ ಸದಸ್ಯ ಮಂಜೇಗೌಡ ಹೇಳಿದರು. ಈ ಕುರಿತು ಮೈಸೂರಿನಲ್ಲಿ ಮಾತನಾಡಿದ ಅವರು, ಮುಂದಿನ ವಿಧಾನಸಭಾ ಚುನಾವಣೆಯಲ್ಲಿ ಸಾ.ರಾ.ಮಹೇಶ್ ಚಾಮುಂಡೇಶ್ವರಿ ಕ್ಷೇತ್ರದಲ್ಲಿ ಸ್ಪರ್ಧಿಸುವ ಬಗ್ಗೆ ಬೆಂಗಳೂರಿನಲ್ಲಿ ನಡೆದ ಸಭೆಯಲ್ಲಿ ಮಾಜಿ ಪ್ರಧಾನಿ ಎಚ್.ಡಿ.ದೇವೇಗೌಡ ನಿರ್ಧಾರ ಪ್ರಕಟಿಸಿದ್ದಾರೆ. ಕ್ಷೇತ್ರದ ಕಾರ್ಯಕರ್ತರ ಒತ್ತಾಯದ ಮೇರೆಗೆ ಈ ತೀರ್ಮಾನ ತೆಗೆದುಕೊಳ್ಳಲಾಗಿದೆ ಎಂದು ತಿಳಿಸಿದರು. bbox=[30, 144, 188, 229]
lead-headline: ಮಾನವ ಧರ್ಮವೇ ಶ್ರೇಷ್ಠ bbox=[206, 314, 553, 365]
person bbox=[357, 139, 385, 219]
stage-backdrop bbox=[207, 73, 425, 133]
brief-2-body bbox=[30, 446, 188, 750]
lead-dateline: ಮೈಸೂರು: bbox=[206, 376, 232, 385]
person bbox=[321, 133, 351, 219]
lead-kicker: ಜಾತ್ರಾ ಮಹೋತ್ಸವದಲ್ಲಿ ಮುಖ್ಯಮಂತ್ರಿ ಸಿದ್ದರಾಮಯ್ಯ ಅಭಿಮತ bbox=[206, 290, 524, 309]
person bbox=[773, 593, 797, 665]
owner-action-body: ಅನಧಿಕೃತ ಚಿತ್ರ ಪ್ರದರ್ಶನದಿಂದ ದೇವಾಲಯದ ಪಾವಿತ್ರ್ಯಕ್ಕೆ ಧಕ್ಕೆ ಉಂಟಾಗುತ್ತಿದೆ. ಈ ಬಗ್ಗೆ ಸಂಬಂಧಪಟ್ಟವರು ಕೂಡಲೇ ಕ್ರಮ ಕೈಗೊಳ್ಳಬೇಕು ಎಂದು ಸ್ಥಳೀಯರು ಆಗ್ರಹಿಸಿದ್ದಾರೆ. bbox=[346, 812, 470, 850]
person bbox=[285, 137, 315, 219]
masthead bbox=[0, 0, 945, 60]
